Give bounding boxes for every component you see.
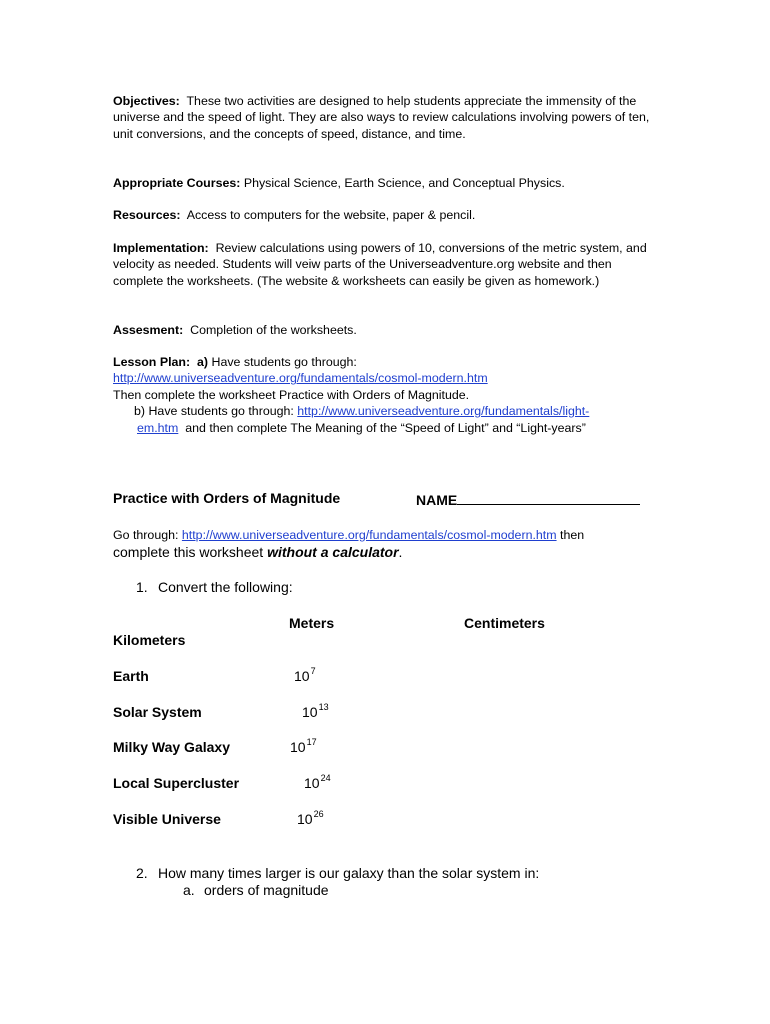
objectives-paragraph [113,93,653,142]
question-2-number: 2. [136,865,148,881]
worksheet-title: Practice with Orders of Magnitude [113,490,341,506]
column-header-kilometers: Kilometers [113,632,186,648]
intro-line2-suffix: . [398,544,403,560]
row-value-base: 10 [304,775,320,791]
lesson-plan-b-followup: and then complete The Meaning of the “Speed of Light” and “Light-years” [185,421,586,435]
lesson-plan-b-label: b) [134,404,146,418]
lesson-plan-paragraph [113,354,653,403]
row-value-exponent: 17 [306,737,317,747]
row-value-local-supercluster [304,775,331,791]
row-label-local-supercluster: Local Supercluster [113,775,240,791]
row-value-exponent: 24 [320,773,331,783]
lesson-plan-a-link[interactable]: http://www.universeadventure.org/fundamentals/cosmol-modern.htm [113,371,488,386]
lesson-plan-label: Lesson Plan: [113,355,191,369]
intro-line2-prefix: complete this worksheet [113,544,264,560]
row-value-visible-universe [297,811,324,827]
name-field [416,490,640,508]
objectives-label: Objectives: [113,94,180,108]
lesson-plan-b-line2 [137,420,657,436]
row-value-base: 10 [297,811,313,827]
row-value-base: 10 [302,704,318,720]
courses-paragraph [113,175,653,191]
row-label-solar-system: Solar System [113,704,202,720]
worksheet-intro-line1 [113,527,673,543]
row-value-exponent: 7 [310,666,316,676]
lesson-plan-a-text: Have students go through: [211,355,357,369]
assessment-paragraph [113,322,653,338]
row-label-earth: Earth [113,668,149,684]
objectives-text: These two activities are designed to help students appreciate the immensity of the universe and the speed of light. They are also ways to review calculations involving powers of ten, unit conversions, and the concepts of speed, distance, and time. [113,94,650,141]
question-1-number: 1. [136,579,148,595]
courses-text: Physical Science, Earth Science, and Conceptual Physics. [243,176,565,190]
row-value-solar-system [302,704,329,720]
name-blank-line[interactable] [457,490,640,505]
row-value-exponent: 26 [313,809,324,819]
question-1-text: Convert the following: [158,579,293,595]
intro-line2-emphasis: without a calculator [267,544,399,560]
courses-label: Appropriate Courses: [113,176,241,190]
row-value-exponent: 13 [318,702,329,712]
row-value-earth [294,668,316,684]
assessment-label: Assesment: [113,323,184,337]
resources-text: Access to computers for the website, paper & pencil. [186,208,476,222]
implementation-label: Implementation: [113,241,209,255]
column-header-meters: Meters [289,615,335,631]
worksheet-intro-line2 [113,543,402,561]
intro-suffix: then [560,528,585,542]
implementation-paragraph [113,240,653,289]
name-label: NAME [416,492,458,508]
lesson-plan-b-text: Have students go through: [148,404,294,418]
row-value-base: 10 [290,739,306,755]
assessment-text: Completion of the worksheets. [190,323,357,337]
row-value-milky-way [290,739,317,755]
column-header-centimeters: Centimeters [464,615,545,631]
implementation-text: Review calculations using powers of 10, conversions of the metric system, and velocity as needed. Students will veiw parts of the Universeadventure.org website and then complete the worksheets. (The website & worksheets can easily be given as homework.) [113,241,647,288]
row-value-base: 10 [294,668,310,684]
lesson-plan-b-link-part1[interactable]: http://www.universeadventure.org/fundamentals/light- [297,404,590,418]
resources-label: Resources: [113,208,181,222]
intro-prefix: Go through: [113,528,179,542]
lesson-plan-a-followup: Then complete the worksheet Practice with Orders of Magnitude. [113,387,470,402]
question-2a-text: orders of magnitude [204,882,329,898]
question-2-text: How many times larger is our galaxy than the solar system in: [158,865,540,881]
row-label-milky-way: Milky Way Galaxy [113,739,230,755]
row-label-visible-universe: Visible Universe [113,811,221,827]
lesson-plan-b-link-part2[interactable]: em.htm [137,421,179,435]
intro-link[interactable]: http://www.universeadventure.org/fundamentals/cosmol-modern.htm [181,528,557,542]
resources-paragraph [113,207,653,223]
lesson-plan-b-paragraph [134,403,654,419]
question-2a-label: a. [183,882,195,898]
lesson-plan-a-label: a) [197,355,209,369]
